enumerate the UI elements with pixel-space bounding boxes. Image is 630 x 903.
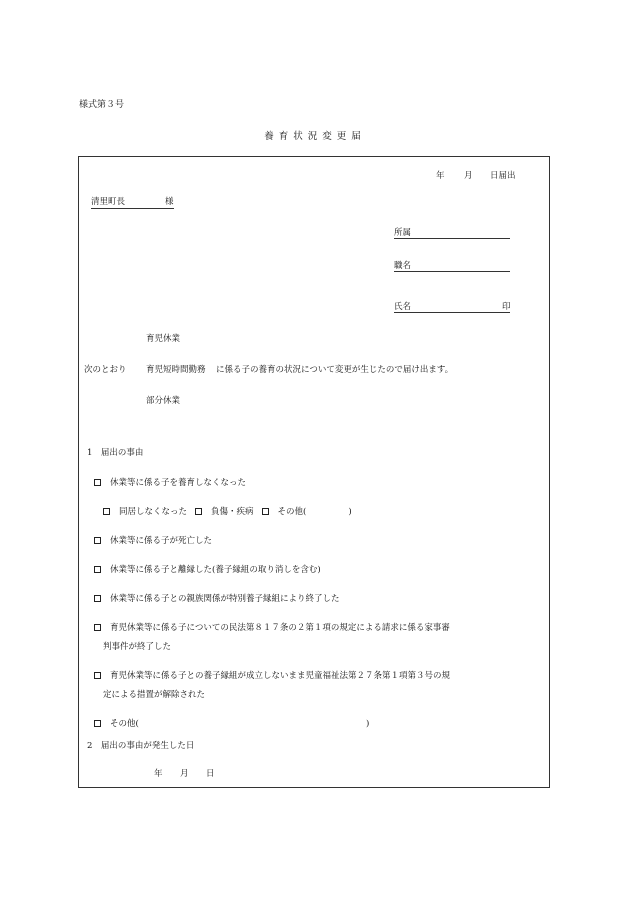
option-short-hours: 育児短時間勤務	[146, 365, 206, 375]
affiliation-label: 所属	[394, 228, 412, 238]
seal-label: 印	[502, 302, 511, 312]
submit-year-label: 年	[436, 171, 445, 181]
statement-prefix: 次のとおり	[84, 365, 127, 375]
checkbox[interactable]	[94, 566, 101, 573]
reason-item-4: 休業等に係る子との親族関係が特別養子縁組により終了した	[94, 595, 340, 604]
reason-other-close: )	[366, 719, 370, 729]
name-label: 氏名	[394, 302, 412, 312]
reason-item-3: 休業等に係る子と離縁した(養子縁組の取り消しを含む)	[94, 566, 321, 575]
reason-item-6-cont: 定による措置が解除された	[103, 690, 206, 700]
submit-day-label: 日届出	[490, 171, 516, 181]
occurrence-day-label: 日	[206, 769, 215, 779]
option-childcare-leave: 育児休業	[146, 334, 181, 344]
checkbox[interactable]	[94, 672, 101, 679]
reason-subitems: 同居しなくなった 負傷・疾病 その他( )	[103, 508, 352, 517]
reason-item-2: 休業等に係る子が死亡した	[94, 537, 212, 546]
checkbox[interactable]	[94, 624, 101, 631]
statement-suffix: に係る子の養育の状況について変更が生じたので届け出ます。	[216, 365, 454, 375]
checkbox[interactable]	[103, 508, 110, 515]
form-number: 様式第３号	[79, 100, 125, 110]
checkbox[interactable]	[195, 508, 202, 515]
reason-item-6: 育児休業等に係る子との養子縁組が成立しないまま児童福祉法第２７条第１項第３号の規	[94, 672, 450, 681]
checkbox[interactable]	[94, 720, 101, 727]
section1-heading: 1 届出の事由	[87, 448, 144, 458]
name-field[interactable]	[394, 312, 510, 313]
reason-item-5: 育児休業等に係る子についての民法第８１７条の２第１項の規定による請求に係る家事審	[94, 624, 450, 633]
checkbox[interactable]	[94, 479, 101, 486]
addressee-honorific: 様	[165, 197, 174, 207]
form-title: 養育状況変更届	[264, 131, 366, 142]
affiliation-field[interactable]	[394, 238, 510, 239]
position-label: 職名	[394, 261, 412, 271]
submit-month-label: 月	[464, 171, 473, 181]
checkbox[interactable]	[262, 508, 269, 515]
position-field[interactable]	[394, 271, 510, 272]
checkbox[interactable]	[94, 537, 101, 544]
occurrence-year-label: 年	[154, 769, 163, 779]
reason-item-1: 休業等に係る子を養育しなくなった	[94, 479, 246, 488]
reason-item-5-cont: 判事件が終了した	[103, 642, 172, 652]
checkbox[interactable]	[94, 595, 101, 602]
addressee-name: 清里町長	[91, 197, 126, 207]
addressee	[91, 198, 174, 209]
section2-heading: 2 届出の事由が発生した日	[87, 741, 195, 751]
occurrence-month-label: 月	[180, 769, 189, 779]
reason-other: その他(	[94, 720, 139, 729]
option-partial-leave: 部分休業	[146, 396, 181, 406]
